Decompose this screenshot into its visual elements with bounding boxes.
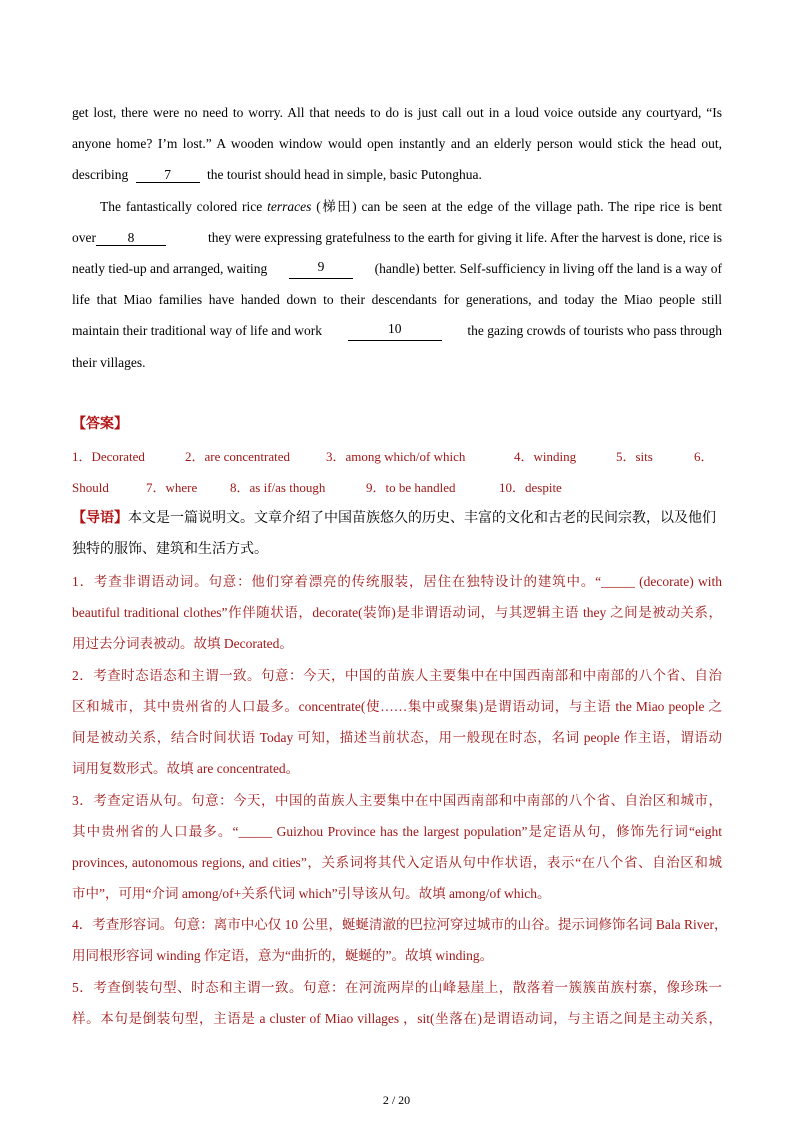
passage-line-8 <box>72 321 722 341</box>
explanation-line: 间是被动关系，结合时间状语 Today 可知，描述当前状态，用一般现在时态，名词 people 作主语，谓语动 <box>72 730 722 745</box>
passage-text: The fantastically colored rice <box>100 199 268 214</box>
explanation-line: 其中贵州省的人口最多。“_____ Guizhou Province has the largest population”是定语从句，修饰先行词“eight <box>72 824 722 839</box>
passage-text: (梯田) can be seen at the edge of the village path. The ripe rice is bent <box>311 199 722 214</box>
guide-text: 本文是一篇说明文。文章介绍了中国苗族悠久的历史、丰富的文化和古老的民间宗教，以及他们 <box>128 511 716 526</box>
passage-text: describing <box>72 167 129 182</box>
answer-item: 8．as if/as though <box>230 480 326 495</box>
explanation-line: beautiful traditional clothes”作伴随状语，decorate(装饰)是非谓语动词，与其逻辑主语 they 之间是被动关系， <box>72 605 722 620</box>
passage-text: maintain their traditional way of life and work <box>72 323 323 338</box>
guide-line-1 <box>72 509 722 529</box>
answer-item: 6． <box>694 449 714 464</box>
blank-10: 10 <box>348 321 442 341</box>
answer-item: 1．Decorated <box>72 449 145 464</box>
passage-text: over <box>72 230 96 245</box>
answer-item: 10．despite <box>499 480 562 495</box>
passage-text: (handle) better. Self-sufficiency in living off the land is a way of <box>374 261 722 276</box>
blank-8: 8 <box>96 230 166 246</box>
passage-line-6 <box>72 259 722 279</box>
answer-item: 4．winding <box>514 449 577 464</box>
explanation-line: 3．考查定语从句。句意：今天，中国的苗族人主要集中在中国西南部和中南部的八个省、自治区和城市， <box>72 793 722 808</box>
explanation-line: 样。本句是倒装句型，主语是 a cluster of Miao villages ，sit(坐落在)是谓语动词，与主语之间是主动关系， <box>72 1011 722 1026</box>
passage-line-7: life that Miao families have handed down to their descendants for generations, and today the Miao people still <box>72 292 722 307</box>
answer-item: 9．to be handled <box>366 480 456 495</box>
answer-item: 7．where <box>146 480 198 495</box>
blank-7: 7 <box>136 167 200 183</box>
explanation-line: 1．考查非谓语动词。句意：他们穿着漂亮的传统服装，居住在独特设计的建筑中。“_____ (decorate) with <box>72 574 722 589</box>
passage-line-2: anyone home? I’m lost.” A wooden window would open instantly and an elderly person would stick the head out, <box>72 136 722 151</box>
blank-9: 9 <box>289 259 353 279</box>
explanation-line: 用过去分词表被动。故填 Decorated。 <box>72 636 293 651</box>
explanation-line: 用同根形容词 winding 作定语，意为“曲折的，蜒蜒的”。故填 winding。 <box>72 948 494 963</box>
passage-line-4 <box>100 197 722 217</box>
passage-text: they were expressing gratefulness to the earth for giving it life. After the harvest is done, rice is <box>208 230 722 245</box>
explanation-line: 5．考查倒装句型、时态和主谓一致。句意：在河流两岸的山峰悬崖上，散落着一簇簇苗族村寨，像珍珠一 <box>72 980 722 995</box>
guide-header: 【导语】 <box>72 511 128 526</box>
explanation-line: 4．考查形容词。句意：离市中心仅 10 公里，蜒蜒清澈的巴拉河穿过城市的山谷。提示词修饰名词 Bala River， <box>72 917 728 932</box>
explanation-line: 词用复数形式。故填 are concentrated。 <box>72 761 300 776</box>
answer-item: 2．are concentrated <box>185 449 291 464</box>
passage-line-1: get lost, there were no need to worry. All that needs to do is just call out in a loud voice outside any courtyard, “Is <box>72 105 722 120</box>
passage-line-9: their villages. <box>72 355 146 370</box>
passage-line-3 <box>72 165 722 185</box>
passage-italic-word: terraces <box>267 199 312 214</box>
explanation-line: 市中”，可用“介词 among/of+关系代词 which”引导该从句。故填 among/of which。 <box>72 886 551 901</box>
explanation-line: provinces, autonomous regions, and cities”，关系词将其代入定语从句中作状语，表示“在八个省、自治区和城 <box>72 855 722 870</box>
passage-line-5 <box>72 228 722 248</box>
guide-line-2: 独特的服饰、建筑和生活方式。 <box>72 542 268 557</box>
passage-text: neatly tied-up and arranged, waiting <box>72 261 268 276</box>
answer-item: 3．among which/of which <box>326 449 466 464</box>
explanation-line: 区和城市，其中贵州省的人口最多。concentrate(使……集中或聚集)是谓语动词，与主语 the Miao people 之 <box>72 699 722 714</box>
answer-header: 【答案】 <box>72 417 128 432</box>
explanation-line: 2．考查时态语态和主谓一致。句意：今天，中国的苗族人主要集中在中国西南部和中南部的八个省、自治 <box>72 668 722 683</box>
answer-item: Should <box>72 480 109 495</box>
passage-text: the gazing crowds of tourists who pass through <box>467 323 722 338</box>
page-number: 2 / 20 <box>382 1093 411 1107</box>
passage-text: the tourist should head in simple, basic Putonghua. <box>207 167 482 182</box>
answer-item: 5．sits <box>616 449 653 464</box>
